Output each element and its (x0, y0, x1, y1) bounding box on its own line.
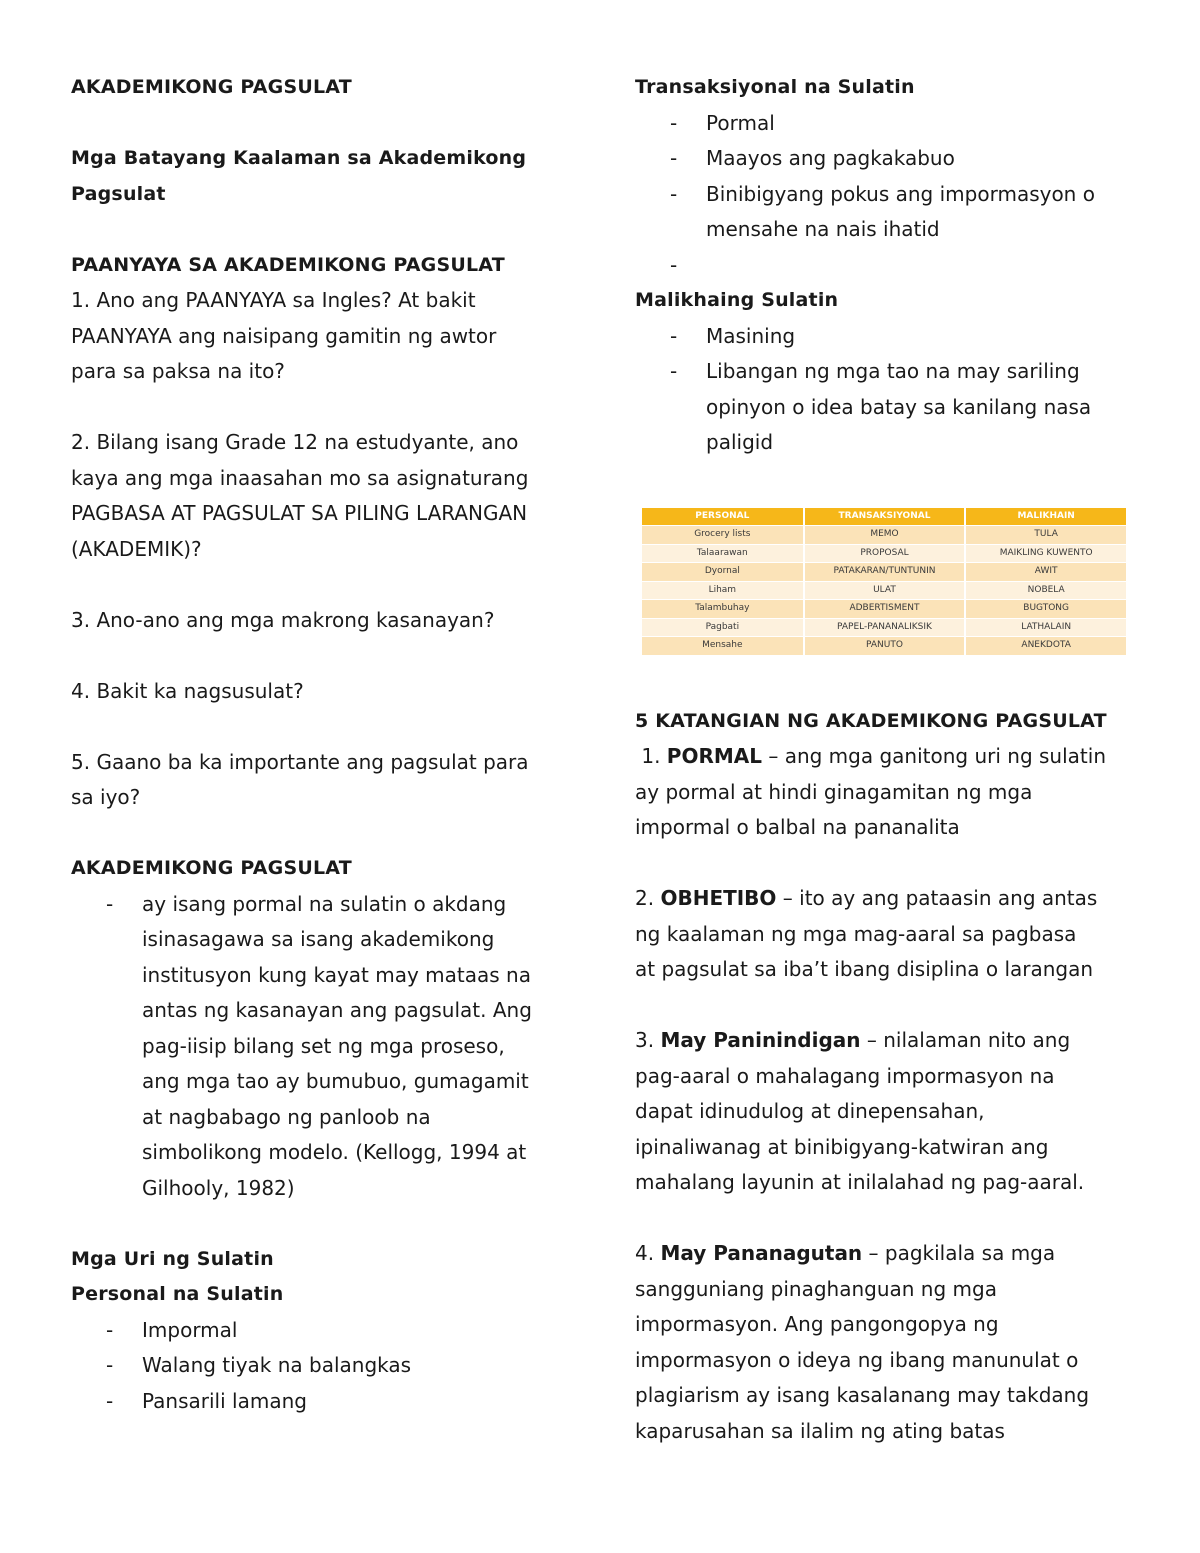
subtitle-line: Pagsulat (71, 182, 166, 205)
right-column (635, 70, 1135, 1449)
table-cell: Talambuhay (642, 600, 804, 619)
question-line: 2. Bilang isang Grade 12 na estudyante, ano (71, 430, 519, 454)
katangian-line: sangguniang pinaghanguan ng mga (635, 1276, 997, 1301)
table-row (642, 563, 1127, 582)
list-item-empty (635, 248, 1135, 284)
subtitle-line: Mga Batayang Kaalaman sa Akademikong (71, 147, 527, 169)
question-line: kaya ang mga inaasahan mo sa asignaturang (71, 465, 529, 490)
table-cell: TULA (965, 526, 1127, 545)
table-cell: PAPEL-PANANALIKSIK (804, 618, 966, 637)
list-item (635, 177, 1135, 248)
katangian-line: impormasyon o ideya ng ibang manunulat o (635, 1347, 1079, 1372)
sulatin-table-image (642, 508, 1128, 656)
katangian-1 (635, 739, 1135, 846)
table-cell: Liham (642, 581, 804, 600)
question-line: sa iyo? (71, 785, 141, 809)
definition-item (71, 887, 571, 1207)
table-cell: Talaarawan (642, 544, 804, 563)
malikhain-list (635, 319, 1135, 461)
katangian-2 (635, 881, 1135, 988)
table-header-row (642, 508, 1127, 526)
table-cell: ADBERTISMENT (804, 600, 966, 619)
table-row (642, 526, 1127, 545)
table-cell: Grocery lists (642, 526, 804, 545)
personal-list (71, 1313, 571, 1420)
katangian-number: 1. (635, 744, 667, 768)
definition-line: pag-iisip bilang set ng mga proseso, (142, 1033, 505, 1058)
katangian-term: PORMAL (666, 744, 762, 768)
list-item-line: opinyon o idea batay sa kanilang nasa (706, 394, 1092, 419)
list-item-line: paligid (706, 430, 774, 454)
katangian-line: at pagsulat sa iba’t ibang disiplina o larangan (635, 957, 1094, 981)
question-4: 4. Bakit ka nagsusulat? (71, 678, 304, 703)
table-row (642, 544, 1127, 563)
column-header: MALIKHAIN (965, 508, 1127, 526)
table-row (642, 581, 1127, 600)
katangian-line: impormasyon. Ang pangongopya ng (635, 1312, 999, 1336)
table-row (642, 600, 1127, 619)
uri-heading: Mga Uri ng Sulatin (71, 1247, 274, 1270)
katangian-text: – ang mga ganitong uri ng sulatin (761, 744, 1106, 768)
question-3: 3. Ano-ano ang mga makrong kasanayan? (71, 607, 495, 632)
personal-heading: Personal na Sulatin (71, 1283, 284, 1305)
malikhain-heading: Malikhaing Sulatin (635, 289, 839, 311)
akademikong-definition-list (71, 887, 571, 1207)
table-cell: LATHALAIN (965, 618, 1127, 637)
katangian-term: May Pananagutan (660, 1241, 863, 1265)
table-cell: Dyornal (642, 563, 804, 582)
question-line: 1. Ano ang PAANYAYA sa Ingles? At bakit (71, 288, 476, 312)
question-line: (AKADEMIK)? (71, 536, 202, 561)
katangian-line: ng kaalaman ng mga mag-aaral sa pagbasa (635, 921, 1077, 946)
definition-line: - ay isang pormal na sulatin o akdang (142, 891, 507, 916)
katangian-line: pag-aaral o mahalagang impormasyon na (635, 1063, 1055, 1088)
table-cell: PANUTO (804, 637, 966, 656)
definition-line: antas ng kasanayan ang pagsulat. Ang (142, 998, 532, 1022)
table-cell: PATAKARAN/TUNTUNIN (804, 563, 966, 582)
katangian-4 (635, 1236, 1135, 1449)
question-line: PAANYAYA ang naisipang gamitin ng awtor (71, 323, 497, 348)
definition-line: ang mga tao ay bumubuo, gumagamit (142, 1069, 529, 1093)
table-cell: PROPOSAL (804, 544, 966, 563)
table-cell: MAIKLING KUWENTO (965, 544, 1127, 563)
katangian-line: impormal o balbal na pananalita (635, 815, 960, 839)
list-item: - Maayos ang pagkakabuo (635, 141, 1135, 177)
katangian-term: OBHETIBO (660, 886, 777, 910)
katangian-line: mahalang layunin at inilalahad ng pag-aaral. (635, 1170, 1085, 1194)
transaksiyonal-list (635, 106, 1135, 284)
katangian-text: – pagkilala sa mga (862, 1241, 1056, 1265)
definition-line: at nagbabago ng panloob na (142, 1104, 431, 1129)
katangian-line: ay pormal at hindi ginagamitan ng mga (635, 779, 1033, 804)
akademikong-heading: AKADEMIKONG PAGSULAT (71, 857, 352, 879)
katangian-line: kaparusahan sa ilalim ng ating batas (635, 1418, 1005, 1443)
table-cell: Pagbati (642, 618, 804, 637)
table-cell: ANEKDOTA (965, 637, 1127, 656)
question-5 (71, 745, 571, 816)
table-cell: ULAT (804, 581, 966, 600)
definition-line: Gilhooly, 1982) (142, 1175, 295, 1200)
table-row (642, 637, 1127, 656)
definition-line: isinasagawa sa isang akademikong (142, 927, 495, 951)
katangian-text: – ito ay ang pataasin ang antas (776, 886, 1098, 910)
table-cell: NOBELA (965, 581, 1127, 600)
table-row (642, 618, 1127, 637)
list-item-line: - Binibigyang pokus ang impormasyon o (706, 181, 1095, 206)
doc-title: AKADEMIKONG PAGSULAT (71, 76, 352, 98)
table-cell: BUGTONG (965, 600, 1127, 619)
list-item: - Walang tiyak na balangkas (71, 1348, 571, 1384)
table-cell: MEMO (804, 526, 966, 545)
katangian-line: plagiarism ay isang kasalanang may takdang (635, 1383, 1090, 1407)
definition-line: simbolikong modelo. (Kellogg, 1994 at (142, 1140, 527, 1164)
katangian-line: ipinaliwanag at binibigyang-katwiran ang (635, 1134, 1049, 1159)
question-line: PAGBASA AT PAGSULAT SA PILING LARANGAN (71, 501, 528, 525)
katangian-heading: 5 KATANGIAN NG AKADEMIKONG PAGSULAT (635, 709, 1107, 732)
left-column (71, 70, 571, 1419)
paanyaya-heading: PAANYAYA SA AKADEMIKONG PAGSULAT (71, 253, 505, 276)
katangian-3 (635, 1023, 1135, 1201)
question-line: para sa paksa na ito? (71, 359, 285, 383)
katangian-line: dapat idinudulog at dinepensahan, (635, 1099, 985, 1123)
list-item: - Pormal (635, 106, 1135, 142)
question-1 (71, 283, 571, 390)
sulatin-table (642, 508, 1128, 656)
list-item: - Impormal (71, 1313, 571, 1349)
question-2 (71, 425, 571, 567)
katangian-number: 4. (635, 1241, 661, 1265)
definition-line: institusyon kung kayat may mataas na (142, 962, 531, 987)
list-item-line: mensahe na nais ihatid (706, 217, 940, 241)
column-header: PERSONAL (642, 508, 804, 526)
question-line: 5. Gaano ba ka importante ang pagsulat para (71, 749, 529, 774)
list-item: - Pansarili lamang (71, 1384, 571, 1420)
list-item (635, 354, 1135, 461)
katangian-number: 3. (635, 1028, 661, 1052)
transaksiyonal-heading: Transaksiyonal na Sulatin (635, 76, 915, 98)
katangian-number: 2. (635, 886, 661, 910)
katangian-text: – nilalaman nito ang (860, 1028, 1071, 1052)
list-item: - Masining (635, 319, 1135, 355)
table-cell: Mensahe (642, 637, 804, 656)
list-item-line: - Libangan ng mga tao na may sariling (706, 359, 1080, 383)
column-header: TRANSAKSIYONAL (804, 508, 966, 526)
katangian-term: May Paninindigan (660, 1028, 861, 1052)
table-cell: AWIT (965, 563, 1127, 582)
